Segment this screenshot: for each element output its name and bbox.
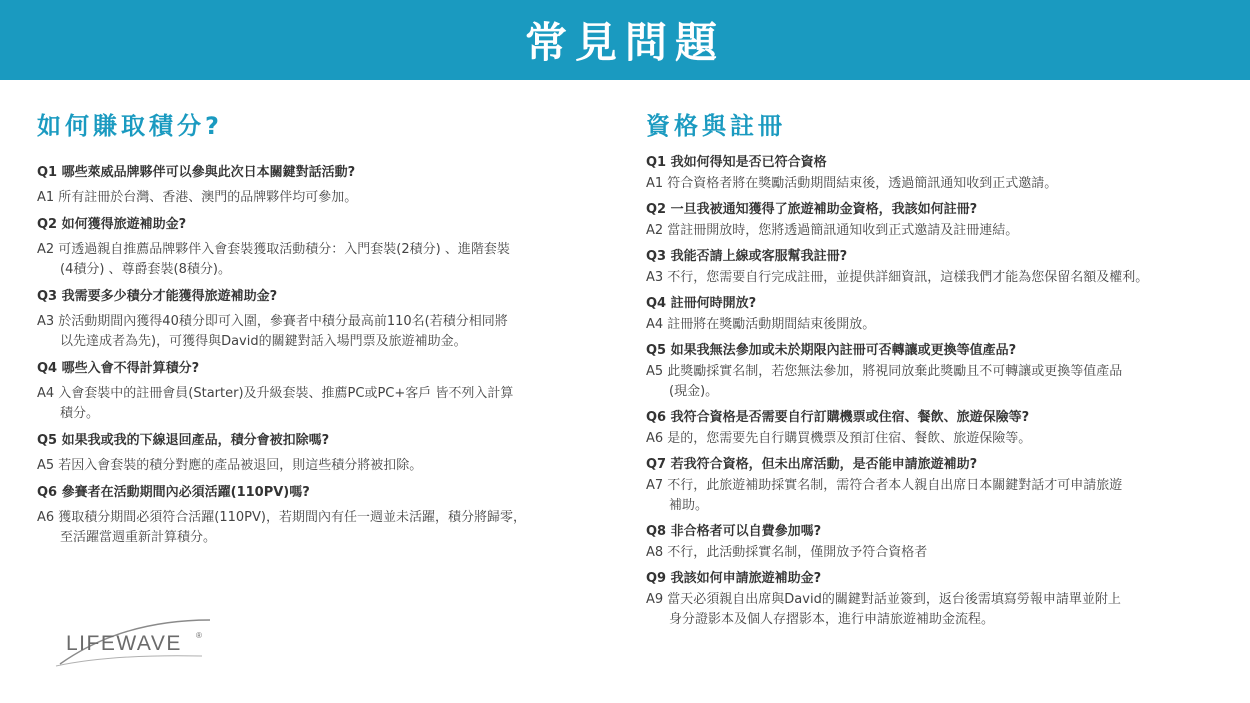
faq-answer-line: A2 可透過親自推薦品牌夥伴入會套裝獲取活動積分：入門套裝(2積分) 、進階套裝 (37, 242, 510, 257)
faq-answer-line: 以先達成者為先)，可獲得與David的關鍵對話入場門票及旅遊補助金。 (60, 334, 467, 349)
faq-answer-line: 積分。 (60, 406, 100, 421)
faq-answer-line: (現金)。 (669, 384, 719, 399)
faq-answer-line: A4 入會套裝中的註冊會員(Starter)及升級套裝、推薦PC或PC+客戶 皆不列入計算 (37, 386, 514, 401)
faq-item (646, 407, 1226, 449)
faq-question: Q6 參賽者在活動期間內必須活躍(110PV)嗎? (37, 485, 310, 500)
faq-item (646, 521, 1226, 563)
faq-question: Q7 若我符合資格，但未出席活動，是否能申請旅遊補助? (646, 457, 978, 472)
faq-answer-line: 身分證影本及個人存摺影本，進行申請旅遊補助金流程。 (669, 612, 995, 627)
faq-answer (37, 384, 617, 424)
section-title-earn-points: 如何賺取積分? (37, 112, 223, 140)
faq-item (37, 214, 617, 280)
faq-answer-line: A4 註冊將在獎勵活動期間結束後開放。 (646, 317, 876, 332)
faq-answer-line: A3 不行，您需要自行完成註冊，並提供詳細資訊，這樣我們才能為您保留名額及權利。 (646, 270, 1149, 285)
faq-question: Q1 哪些萊威品牌夥伴可以參與此次日本關鍵對話活動? (37, 165, 356, 180)
earn-points-section (37, 108, 617, 554)
faq-answer-line: A6 獲取積分期間必須符合活躍(110PV)，若期間內有任一週並未活躍，積分將歸零， (37, 510, 526, 525)
faq-answer (37, 188, 617, 208)
faq-answer-line: A7 不行，此旅遊補助採實名制，需符合者本人親自出席日本關鍵對話才可申請旅遊 (646, 478, 1123, 493)
section-title-eligibility: 資格與註冊 (646, 112, 786, 140)
eligibility-section (646, 108, 1226, 635)
logo-registered-mark: ® (196, 631, 202, 640)
faq-item (646, 199, 1226, 241)
faq-item (37, 430, 617, 476)
faq-answer (646, 429, 1226, 449)
faq-item (646, 454, 1226, 516)
faq-question: Q6 我符合資格是否需要自行訂購機票或住宿、餐飲、旅遊保險等? (646, 410, 1030, 425)
faq-answer (646, 315, 1226, 335)
faq-answer-line: A1 所有註冊於台灣、香港、澳門的品牌夥伴均可參加。 (37, 190, 358, 205)
faq-answer-line: A5 此獎勵採實名制，若您無法參加，將視同放棄此獎勵且不可轉讓或更換等值產品 (646, 364, 1123, 379)
faq-answer (37, 312, 617, 352)
faq-answer (646, 590, 1226, 630)
faq-list-right (646, 152, 1226, 630)
faq-answer-line: (4積分) 、尊爵套裝(8積分)。 (60, 262, 231, 277)
faq-item (37, 286, 617, 352)
faq-item (37, 482, 617, 548)
faq-question: Q4 註冊何時開放? (646, 296, 757, 311)
faq-question: Q1 我如何得知是否已符合資格 (646, 155, 827, 170)
faq-answer-line: A3 於活動期間內獲得40積分即可入圍，參賽者中積分最高前110名(若積分相同將 (37, 314, 508, 329)
lifewave-logo (52, 614, 222, 674)
faq-item (37, 162, 617, 208)
faq-question: Q9 我該如何申請旅遊補助金? (646, 571, 822, 586)
faq-answer (37, 508, 617, 548)
faq-question: Q5 如果我或我的下線退回產品，積分會被扣除嗎? (37, 433, 330, 448)
faq-question: Q2 如何獲得旅遊補助金? (37, 217, 187, 232)
page-title: 常見問題 (524, 18, 725, 67)
faq-answer (646, 174, 1226, 194)
faq-answer-line: 至活躍當週重新計算積分。 (60, 530, 217, 545)
faq-item (646, 293, 1226, 335)
faq-answer-line: A8 不行，此活動採實名制，僅開放予符合資格者 (646, 545, 928, 560)
header-banner (0, 0, 1250, 80)
faq-list-left (37, 162, 617, 548)
faq-answer-line: A2 當註冊開放時，您將透過簡訊通知收到正式邀請及註冊連結。 (646, 223, 1019, 238)
logo-text: LIFEWAVE (66, 632, 182, 655)
faq-item (646, 568, 1226, 630)
faq-question: Q4 哪些入會不得計算積分? (37, 361, 200, 376)
faq-answer-line: 補助。 (669, 498, 709, 513)
faq-question: Q5 如果我無法參加或未於期限內註冊可否轉讓或更換等值產品? (646, 343, 1017, 358)
faq-item (37, 358, 617, 424)
logo-swoosh-icon (52, 614, 222, 674)
faq-answer-line: A1 符合資格者將在獎勵活動期間結束後，透過簡訊通知收到正式邀請。 (646, 176, 1058, 191)
faq-answer-line: A9 當天必須親自出席與David的關鍵對話並簽到，返台後需填寫勞報申請單並附上 (646, 592, 1121, 607)
faq-answer (646, 268, 1226, 288)
faq-item (646, 246, 1226, 288)
faq-answer (37, 456, 617, 476)
faq-question: Q3 我需要多少積分才能獲得旅遊補助金? (37, 289, 278, 304)
faq-question: Q3 我能否請上線或客服幫我註冊? (646, 249, 848, 264)
faq-answer-line: A6 是的，您需要先自行購買機票及預訂住宿、餐飲、旅遊保險等。 (646, 431, 1032, 446)
faq-answer (37, 240, 617, 280)
faq-item (646, 340, 1226, 402)
faq-answer-line: A5 若因入會套裝的積分對應的產品被退回，則這些積分將被扣除。 (37, 458, 423, 473)
faq-answer (646, 221, 1226, 241)
faq-question: Q2 一旦我被通知獲得了旅遊補助金資格，我該如何註冊? (646, 202, 978, 217)
faq-answer (646, 476, 1226, 516)
faq-question: Q8 非合格者可以自費參加嗎? (646, 524, 822, 539)
faq-item (646, 152, 1226, 194)
faq-answer (646, 543, 1226, 563)
faq-answer (646, 362, 1226, 402)
